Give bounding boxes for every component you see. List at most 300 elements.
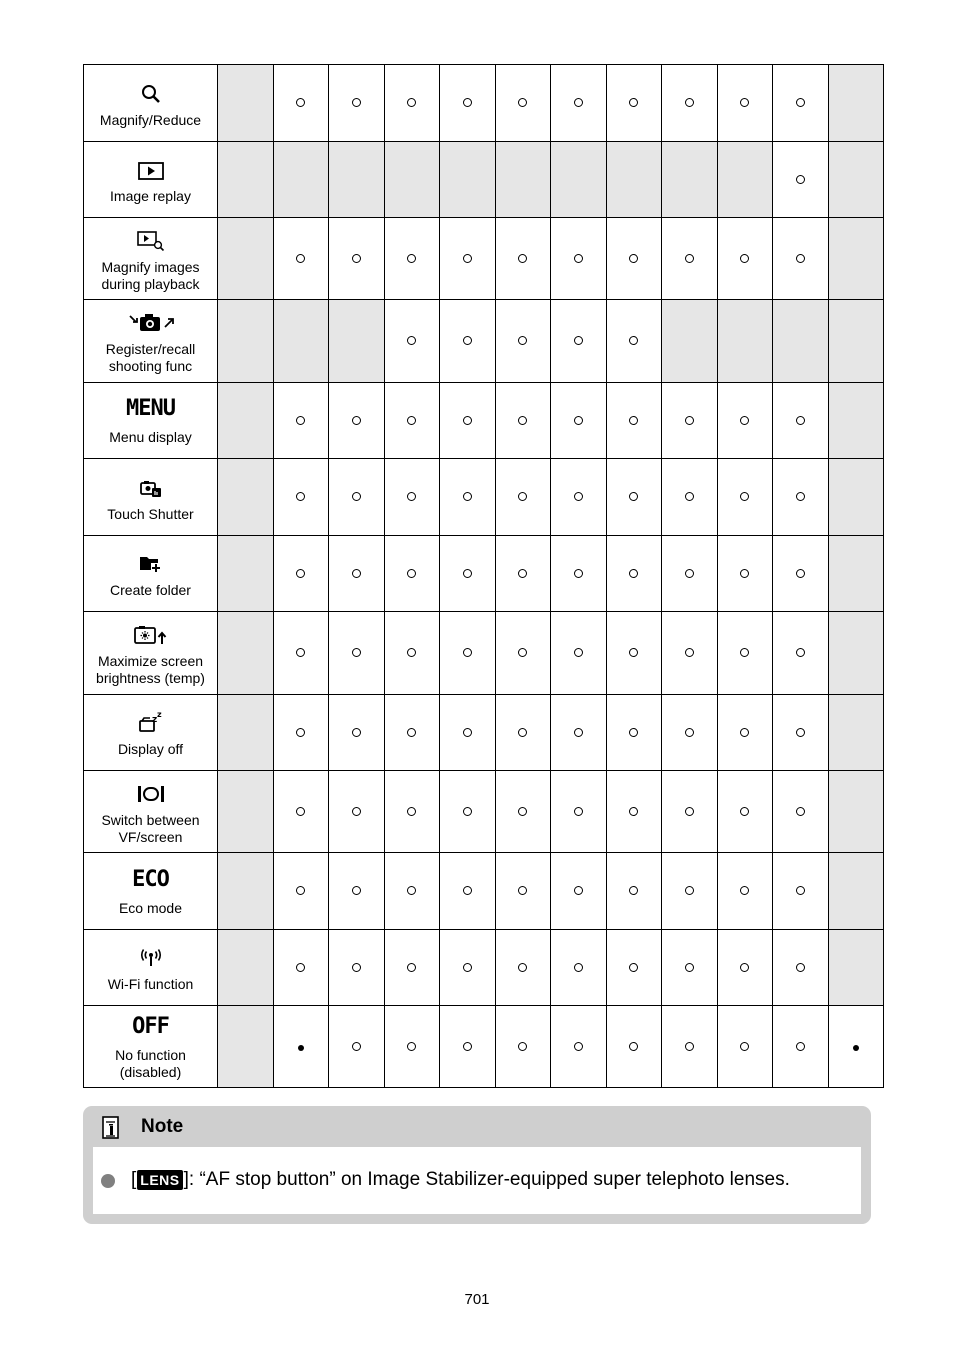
available-mark-cell xyxy=(384,695,440,771)
available-mark-cell xyxy=(606,459,662,536)
available-circle-mark xyxy=(407,963,416,972)
available-mark-cell xyxy=(440,218,496,300)
unavailable-cell xyxy=(273,142,329,218)
available-circle-mark xyxy=(407,728,416,737)
available-circle-mark xyxy=(296,416,305,425)
unavailable-cell xyxy=(218,695,274,771)
unavailable-cell xyxy=(218,65,274,142)
available-circle-mark xyxy=(629,98,638,107)
unavailable-cell xyxy=(273,300,329,383)
function-cell xyxy=(84,218,218,300)
available-mark-cell xyxy=(773,536,829,612)
available-mark-cell xyxy=(495,536,551,612)
menu-icon: MENU xyxy=(126,396,175,421)
available-mark-cell xyxy=(440,459,496,536)
available-circle-mark xyxy=(463,648,472,657)
available-mark-cell xyxy=(495,218,551,300)
function-label: Touch Shutter xyxy=(107,505,194,522)
available-mark-cell xyxy=(495,1006,551,1088)
available-circle-mark xyxy=(407,807,416,816)
available-circle-mark xyxy=(352,807,361,816)
available-mark-cell xyxy=(273,853,329,930)
function-label: Register/recall shooting func xyxy=(105,341,196,374)
unavailable-cell xyxy=(773,300,829,383)
function-cell xyxy=(84,930,218,1006)
available-circle-mark xyxy=(574,648,583,657)
available-circle-mark xyxy=(685,963,694,972)
available-circle-mark xyxy=(463,1042,472,1051)
available-circle-mark xyxy=(352,569,361,578)
available-circle-mark xyxy=(574,569,583,578)
available-circle-mark xyxy=(574,963,583,972)
available-mark-cell xyxy=(329,1006,385,1088)
available-circle-mark xyxy=(407,416,416,425)
available-circle-mark xyxy=(685,416,694,425)
vf-screen-switch-icon xyxy=(137,778,165,804)
available-circle-mark xyxy=(574,98,583,107)
available-circle-mark xyxy=(740,648,749,657)
svg-text:z: z xyxy=(151,715,157,725)
unavailable-cell xyxy=(218,218,274,300)
unavailable-cell xyxy=(329,300,385,383)
available-circle-mark xyxy=(629,886,638,895)
available-circle-mark xyxy=(574,254,583,263)
available-mark-cell xyxy=(440,771,496,853)
available-mark-cell xyxy=(551,65,607,142)
available-circle-mark xyxy=(463,569,472,578)
available-mark-cell xyxy=(717,459,773,536)
function-cell xyxy=(84,459,218,536)
available-mark-cell xyxy=(329,930,385,1006)
table-row xyxy=(84,612,884,695)
available-circle-mark xyxy=(463,728,472,737)
available-mark-cell xyxy=(495,771,551,853)
available-mark-cell xyxy=(440,300,496,383)
available-mark-cell xyxy=(551,218,607,300)
unavailable-cell xyxy=(440,142,496,218)
available-mark-cell xyxy=(551,695,607,771)
available-mark-cell xyxy=(384,612,440,695)
available-circle-mark xyxy=(407,648,416,657)
available-mark-cell xyxy=(662,1006,718,1088)
available-circle-mark xyxy=(629,336,638,345)
available-circle-mark xyxy=(740,1042,749,1051)
available-circle-mark xyxy=(518,569,527,578)
available-circle-mark xyxy=(574,416,583,425)
available-mark-cell xyxy=(662,65,718,142)
display-off-icon xyxy=(139,707,163,733)
available-circle-mark xyxy=(796,175,805,184)
unavailable-cell xyxy=(828,300,884,383)
available-mark-cell xyxy=(273,612,329,695)
available-mark-cell xyxy=(606,65,662,142)
available-circle-mark xyxy=(352,1042,361,1051)
available-mark-cell xyxy=(606,612,662,695)
function-cell xyxy=(84,612,218,695)
unavailable-cell xyxy=(828,612,884,695)
available-circle-mark xyxy=(685,569,694,578)
note-title: Note xyxy=(141,1116,184,1137)
screen-brightness-icon xyxy=(134,619,168,645)
available-mark-cell xyxy=(495,612,551,695)
available-circle-mark xyxy=(352,254,361,263)
function-cell xyxy=(84,383,218,459)
available-circle-mark xyxy=(352,492,361,501)
available-mark-cell xyxy=(662,459,718,536)
note-bracket-open: [ xyxy=(131,1169,137,1190)
available-mark-cell xyxy=(773,930,829,1006)
function-cell xyxy=(84,853,218,930)
available-circle-mark xyxy=(740,569,749,578)
available-circle-mark xyxy=(685,648,694,657)
available-mark-cell xyxy=(329,383,385,459)
available-circle-mark xyxy=(629,416,638,425)
table-row xyxy=(84,1006,884,1088)
available-circle-mark xyxy=(740,254,749,263)
table-row xyxy=(84,142,884,218)
available-circle-mark xyxy=(685,728,694,737)
available-circle-mark xyxy=(352,98,361,107)
available-mark-cell xyxy=(717,536,773,612)
available-circle-mark xyxy=(352,728,361,737)
table-row xyxy=(84,218,884,300)
available-circle-mark xyxy=(407,492,416,501)
available-circle-mark xyxy=(740,963,749,972)
available-circle-mark xyxy=(463,98,472,107)
create-folder-icon xyxy=(139,548,163,574)
table-row xyxy=(84,300,884,383)
function-label: Image replay xyxy=(110,188,191,204)
unavailable-cell xyxy=(662,300,718,383)
unavailable-cell xyxy=(828,536,884,612)
available-mark-cell xyxy=(551,536,607,612)
available-mark-cell xyxy=(273,65,329,142)
available-circle-mark xyxy=(518,98,527,107)
available-mark-cell xyxy=(662,853,718,930)
available-mark-cell xyxy=(606,218,662,300)
unavailable-cell xyxy=(218,853,274,930)
available-circle-mark xyxy=(518,807,527,816)
available-circle-mark xyxy=(629,1042,638,1051)
available-mark-cell xyxy=(662,771,718,853)
available-mark-cell xyxy=(606,771,662,853)
available-mark-cell xyxy=(384,300,440,383)
unavailable-cell xyxy=(329,142,385,218)
available-mark-cell xyxy=(606,536,662,612)
available-mark-cell xyxy=(273,771,329,853)
function-label: Magnify/Reduce xyxy=(99,111,202,128)
available-mark-cell xyxy=(551,930,607,1006)
available-circle-mark xyxy=(685,492,694,501)
available-circle-mark xyxy=(407,1042,416,1051)
table-row xyxy=(84,695,884,771)
available-circle-mark xyxy=(685,886,694,895)
available-mark-cell xyxy=(273,930,329,1006)
available-circle-mark xyxy=(740,492,749,501)
available-mark-cell xyxy=(551,1006,607,1088)
function-cell xyxy=(84,536,218,612)
eco-icon: ECO xyxy=(132,866,169,892)
function-label: Maximize screen brightness (temp) xyxy=(96,653,205,686)
table-row xyxy=(84,459,884,536)
available-mark-cell xyxy=(773,853,829,930)
available-mark-cell xyxy=(662,695,718,771)
unavailable-cell xyxy=(828,65,884,142)
available-mark-cell xyxy=(384,771,440,853)
available-mark-cell xyxy=(773,383,829,459)
available-circle-mark xyxy=(740,807,749,816)
available-mark-cell xyxy=(329,459,385,536)
unavailable-cell xyxy=(218,142,274,218)
available-circle-mark xyxy=(574,492,583,501)
available-mark-cell xyxy=(551,612,607,695)
function-label: Eco mode xyxy=(118,899,183,916)
available-circle-mark xyxy=(407,886,416,895)
available-circle-mark xyxy=(796,492,805,501)
available-mark-cell xyxy=(662,218,718,300)
available-circle-mark xyxy=(296,98,305,107)
available-circle-mark xyxy=(796,569,805,578)
function-cell xyxy=(84,300,218,383)
available-circle-mark xyxy=(518,886,527,895)
available-circle-mark xyxy=(407,569,416,578)
available-circle-mark xyxy=(796,254,805,263)
available-mark-cell xyxy=(440,65,496,142)
function-label: Magnify images during playback xyxy=(101,258,200,292)
available-mark-cell xyxy=(440,930,496,1006)
available-circle-mark xyxy=(518,416,527,425)
available-circle-mark xyxy=(296,728,305,737)
available-circle-mark xyxy=(796,416,805,425)
available-mark-cell xyxy=(717,383,773,459)
function-label: Display off xyxy=(117,741,184,757)
available-mark-cell xyxy=(329,536,385,612)
available-mark-cell xyxy=(551,300,607,383)
default-mark-cell xyxy=(828,1006,884,1088)
default-dot-mark xyxy=(298,1045,304,1051)
unavailable-cell xyxy=(495,142,551,218)
available-mark-cell xyxy=(606,853,662,930)
available-circle-mark xyxy=(463,886,472,895)
available-mark-cell xyxy=(606,930,662,1006)
function-availability-table xyxy=(83,64,884,1088)
available-mark-cell xyxy=(717,853,773,930)
available-mark-cell xyxy=(384,536,440,612)
table-row xyxy=(84,383,884,459)
available-circle-mark xyxy=(740,416,749,425)
table-row xyxy=(84,930,884,1006)
available-circle-mark xyxy=(296,569,305,578)
available-mark-cell xyxy=(773,771,829,853)
available-mark-cell xyxy=(606,383,662,459)
available-circle-mark xyxy=(518,728,527,737)
available-circle-mark xyxy=(518,336,527,345)
available-circle-mark xyxy=(352,416,361,425)
available-mark-cell xyxy=(384,65,440,142)
available-circle-mark xyxy=(796,807,805,816)
available-circle-mark xyxy=(796,98,805,107)
available-circle-mark xyxy=(574,1042,583,1051)
available-circle-mark xyxy=(740,98,749,107)
available-mark-cell xyxy=(495,383,551,459)
available-mark-cell xyxy=(273,218,329,300)
unavailable-cell xyxy=(218,1006,274,1088)
magnify-icon xyxy=(141,78,161,104)
default-mark-cell xyxy=(273,1006,329,1088)
available-circle-mark xyxy=(407,336,416,345)
table-row xyxy=(84,771,884,853)
available-mark-cell xyxy=(440,536,496,612)
available-mark-cell xyxy=(717,695,773,771)
unavailable-cell xyxy=(828,930,884,1006)
available-mark-cell xyxy=(717,218,773,300)
available-circle-mark xyxy=(463,254,472,263)
available-circle-mark xyxy=(574,336,583,345)
unavailable-cell xyxy=(218,300,274,383)
lens-icon: LENS xyxy=(137,1170,182,1190)
available-mark-cell xyxy=(495,300,551,383)
available-mark-cell xyxy=(384,853,440,930)
available-mark-cell xyxy=(551,853,607,930)
available-mark-cell xyxy=(273,383,329,459)
available-circle-mark xyxy=(463,807,472,816)
available-mark-cell xyxy=(495,930,551,1006)
available-mark-cell xyxy=(384,930,440,1006)
available-mark-cell xyxy=(440,1006,496,1088)
note-text xyxy=(131,1169,790,1191)
unavailable-cell xyxy=(828,218,884,300)
available-mark-cell xyxy=(384,459,440,536)
available-circle-mark xyxy=(685,254,694,263)
function-label: Switch between VF/screen xyxy=(101,811,200,845)
unavailable-cell xyxy=(218,536,274,612)
available-mark-cell xyxy=(717,1006,773,1088)
off-icon: OFF xyxy=(132,1013,169,1039)
available-circle-mark xyxy=(629,569,638,578)
note-icon xyxy=(101,1116,121,1145)
available-circle-mark xyxy=(463,416,472,425)
default-dot-mark xyxy=(853,1045,859,1051)
available-circle-mark xyxy=(629,807,638,816)
table-row xyxy=(84,65,884,142)
available-mark-cell xyxy=(773,218,829,300)
function-label: Create folder xyxy=(110,582,191,598)
available-mark-cell xyxy=(329,695,385,771)
register-recall-camera-icon xyxy=(127,307,175,333)
unavailable-cell xyxy=(828,142,884,218)
available-mark-cell xyxy=(495,65,551,142)
unavailable-cell xyxy=(218,383,274,459)
available-circle-mark xyxy=(352,963,361,972)
note-description: ]: “AF stop button” on Image Stabilizer-equipped super telephoto lenses. xyxy=(183,1169,790,1190)
note-header xyxy=(83,1106,871,1146)
touch-shutter-icon xyxy=(140,472,162,498)
available-mark-cell xyxy=(606,1006,662,1088)
available-circle-mark xyxy=(740,886,749,895)
available-circle-mark xyxy=(629,648,638,657)
available-mark-cell xyxy=(495,459,551,536)
function-cell xyxy=(84,695,218,771)
available-circle-mark xyxy=(685,807,694,816)
available-circle-mark xyxy=(629,728,638,737)
unavailable-cell xyxy=(828,853,884,930)
unavailable-cell xyxy=(384,142,440,218)
available-circle-mark xyxy=(352,648,361,657)
available-mark-cell xyxy=(551,383,607,459)
available-circle-mark xyxy=(296,807,305,816)
available-mark-cell xyxy=(717,930,773,1006)
available-mark-cell xyxy=(273,695,329,771)
note-box xyxy=(83,1106,871,1224)
available-mark-cell xyxy=(440,383,496,459)
available-mark-cell xyxy=(717,65,773,142)
available-mark-cell xyxy=(329,65,385,142)
available-circle-mark xyxy=(463,336,472,345)
available-circle-mark xyxy=(296,492,305,501)
available-circle-mark xyxy=(629,492,638,501)
available-circle-mark xyxy=(296,648,305,657)
available-circle-mark xyxy=(629,963,638,972)
available-mark-cell xyxy=(662,612,718,695)
unavailable-cell xyxy=(828,771,884,853)
available-mark-cell xyxy=(384,218,440,300)
available-circle-mark xyxy=(685,98,694,107)
available-mark-cell xyxy=(495,853,551,930)
available-circle-mark xyxy=(685,1042,694,1051)
available-circle-mark xyxy=(574,886,583,895)
table-row xyxy=(84,853,884,930)
bullet-icon xyxy=(101,1174,115,1188)
unavailable-cell xyxy=(662,142,718,218)
available-mark-cell xyxy=(662,383,718,459)
available-circle-mark xyxy=(407,98,416,107)
available-mark-cell xyxy=(273,536,329,612)
available-mark-cell xyxy=(606,300,662,383)
available-mark-cell xyxy=(773,695,829,771)
available-circle-mark xyxy=(407,254,416,263)
available-mark-cell xyxy=(717,771,773,853)
function-cell xyxy=(84,771,218,853)
wifi-icon xyxy=(139,942,163,968)
available-mark-cell xyxy=(551,459,607,536)
available-mark-cell xyxy=(329,771,385,853)
available-mark-cell xyxy=(384,1006,440,1088)
available-circle-mark xyxy=(740,728,749,737)
playback-icon xyxy=(138,154,164,180)
function-cell xyxy=(84,1006,218,1088)
unavailable-cell xyxy=(828,459,884,536)
playback-magnify-icon xyxy=(137,225,165,251)
available-circle-mark xyxy=(518,1042,527,1051)
available-mark-cell xyxy=(773,1006,829,1088)
unavailable-cell xyxy=(218,612,274,695)
available-mark-cell xyxy=(440,612,496,695)
note-body xyxy=(93,1147,861,1214)
available-circle-mark xyxy=(352,886,361,895)
available-mark-cell xyxy=(773,612,829,695)
available-circle-mark xyxy=(574,807,583,816)
available-circle-mark xyxy=(463,963,472,972)
available-circle-mark xyxy=(518,648,527,657)
available-mark-cell xyxy=(440,695,496,771)
available-mark-cell xyxy=(440,853,496,930)
available-circle-mark xyxy=(296,886,305,895)
page-number: 701 xyxy=(464,1291,490,1308)
function-label: No function (disabled) xyxy=(115,1046,186,1080)
unavailable-cell xyxy=(828,695,884,771)
unavailable-cell xyxy=(218,459,274,536)
available-mark-cell xyxy=(717,612,773,695)
